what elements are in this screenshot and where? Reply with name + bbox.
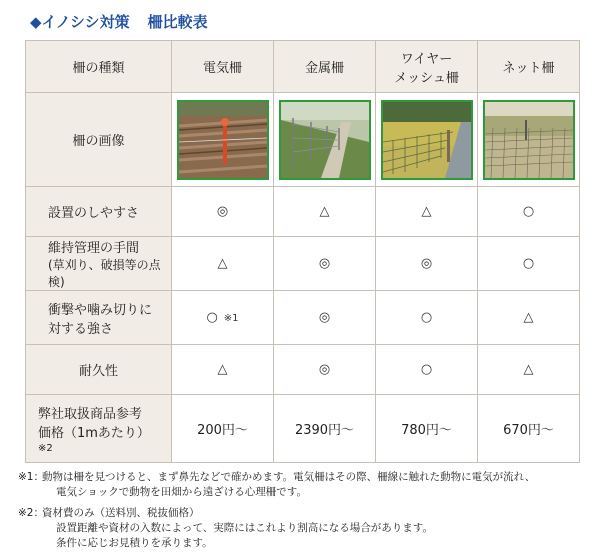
image-row-label: 柵の画像 xyxy=(26,93,172,187)
header-row xyxy=(26,41,580,93)
price-label-line1: 弊社取扱商品参考 xyxy=(38,407,143,422)
title-main: ◆イノシシ対策 xyxy=(30,13,130,31)
durability-electric: △ xyxy=(172,345,274,395)
maintenance-label-line1: 維持管理の手間 xyxy=(48,241,140,256)
page-title xyxy=(30,12,208,32)
maint-electric: △ xyxy=(172,237,274,291)
impact-wire-mesh: ○ xyxy=(376,291,478,345)
impact-label-line2: 対する強さ xyxy=(48,321,114,337)
label-impact xyxy=(26,291,172,345)
label-price xyxy=(26,395,172,463)
image-cell-metal xyxy=(274,93,376,187)
title-sub: 柵比較表 xyxy=(147,13,208,31)
impact-metal: ◎ xyxy=(274,291,376,345)
col-header-wire-mesh xyxy=(376,41,478,93)
maintenance-label-line2: (草刈り、破損等の点検) xyxy=(48,258,161,289)
durability-net: △ xyxy=(478,345,580,395)
image-row xyxy=(26,93,580,187)
impact-net: △ xyxy=(478,291,580,345)
label-ease: 設置のしやすさ xyxy=(26,187,172,237)
row-durability xyxy=(26,345,580,395)
image-cell-wire-mesh xyxy=(376,93,478,187)
durability-wire-mesh: ○ xyxy=(376,345,478,395)
maint-wire-mesh: ◎ xyxy=(376,237,478,291)
maint-metal: ◎ xyxy=(274,237,376,291)
metal-fence-photo xyxy=(279,100,371,180)
impact-label-line1: 衝撃や噛み切りに xyxy=(48,302,153,318)
image-cell-electric xyxy=(172,93,274,187)
footnote-2-line2: 設置距離や資材の入数によって、実際にはこれより割高になる場合があります。 xyxy=(56,522,433,534)
comparison-table xyxy=(25,40,580,463)
impact-electric-value: ○ xyxy=(206,310,218,325)
row-maintenance xyxy=(26,237,580,291)
impact-note-ref: ※1 xyxy=(223,313,239,324)
ease-wire-mesh: △ xyxy=(376,187,478,237)
footnote-1-line1: 動物は柵を見つけると、まず鼻先などで確かめます。電気柵はその際、柵線に触れた動物に電気が流れ、 xyxy=(42,471,536,483)
col-header-metal: 金属柵 xyxy=(274,41,376,93)
impact-electric xyxy=(172,291,274,345)
price-note-ref: ※2 xyxy=(38,443,53,454)
row-ease xyxy=(26,187,580,237)
label-durability: 耐久性 xyxy=(26,345,172,395)
footnote-2-line3: 条件に応じお見積りを承ります。 xyxy=(56,537,213,549)
net-fence-photo xyxy=(483,100,575,180)
footnotes xyxy=(18,470,588,557)
col-header-electric: 電気柵 xyxy=(172,41,274,93)
footnote-2-mark: ※2： xyxy=(18,507,44,519)
footnote-1 xyxy=(18,470,588,500)
wire-mesh-fence-photo xyxy=(381,100,473,180)
wire-header-line2: メッシュ柵 xyxy=(394,70,459,86)
footnote-2 xyxy=(18,506,588,551)
price-metal: 2390円～ xyxy=(274,395,376,463)
price-electric: 200円～ xyxy=(172,395,274,463)
electric-fence-photo xyxy=(177,100,269,180)
image-cell-net xyxy=(478,93,580,187)
price-wire-mesh: 780円～ xyxy=(376,395,478,463)
label-maintenance xyxy=(26,237,172,291)
row-impact xyxy=(26,291,580,345)
price-net: 670円～ xyxy=(478,395,580,463)
ease-net: ○ xyxy=(478,187,580,237)
footnote-2-line1: 資材費のみ（送料別、税抜価格） xyxy=(42,507,200,519)
maint-net: ○ xyxy=(478,237,580,291)
row-price xyxy=(26,395,580,463)
ease-electric: ◎ xyxy=(172,187,274,237)
footnote-1-line2: 電気ショックで動物を田畑から遠ざける心理柵です。 xyxy=(56,486,307,498)
durability-metal: ◎ xyxy=(274,345,376,395)
col-header-net: ネット柵 xyxy=(478,41,580,93)
wire-header-line1: ワイヤー xyxy=(400,51,453,67)
footnote-1-mark: ※1： xyxy=(18,471,44,483)
ease-metal: △ xyxy=(274,187,376,237)
price-label-line2: 価格（1mあたり） xyxy=(38,426,150,441)
corner-cell: 柵の種類 xyxy=(26,41,172,93)
